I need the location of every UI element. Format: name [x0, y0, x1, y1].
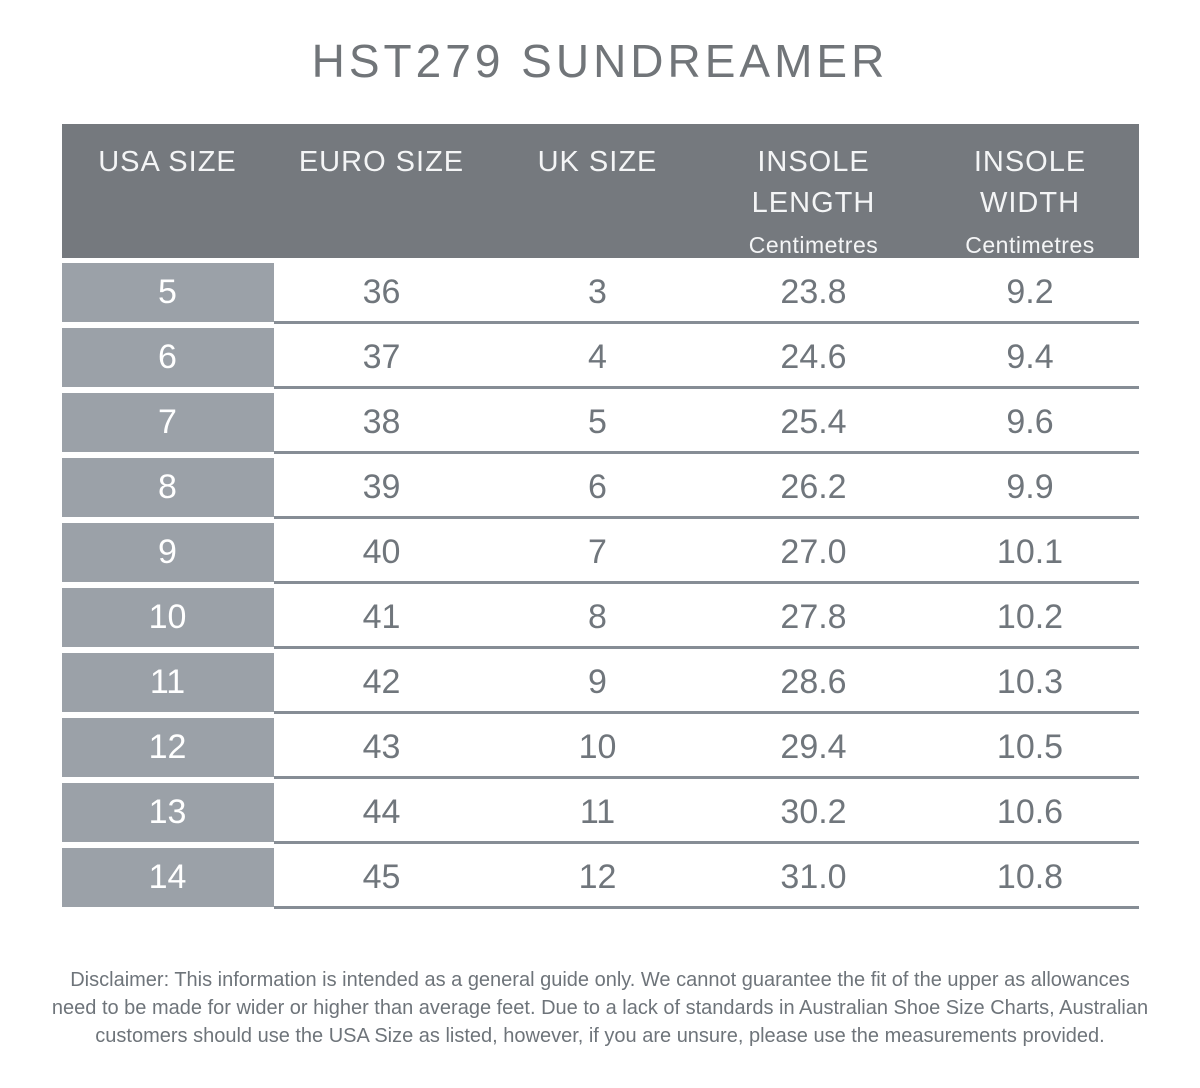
cell-euro-size: 44 [362, 793, 401, 831]
cell-insole-length: 25.4 [780, 403, 847, 441]
cell-insole-length: 23.8 [780, 273, 847, 311]
cell-euro-size: 45 [362, 858, 401, 896]
cell-insole-width: 9.6 [1006, 403, 1054, 441]
disclaimer [0, 966, 1200, 1050]
cell-euro-size: 42 [362, 663, 401, 701]
cell-uk-size: 3 [588, 273, 607, 311]
cell-usa-size: 9 [62, 523, 274, 582]
cell-insole-width: 10.3 [996, 663, 1064, 701]
header-label: USA SIZE [98, 146, 237, 178]
cell-insole-length: 26.2 [780, 468, 847, 506]
table-row [62, 520, 1139, 585]
cell-insole-length: 31.0 [780, 858, 847, 896]
table-row [62, 455, 1139, 520]
header-euro-size [274, 124, 490, 260]
cell-insole-width: 10.8 [996, 858, 1064, 896]
header-label-line2: LENGTH [751, 187, 876, 219]
table-row [62, 780, 1139, 845]
header-label: INSOLE [757, 146, 870, 178]
header-insole-width [922, 124, 1139, 260]
cell-uk-size: 10 [578, 728, 617, 766]
cell-usa-size: 14 [62, 848, 274, 907]
cell-euro-size: 40 [362, 533, 401, 571]
cell-uk-size: 6 [588, 468, 607, 506]
cell-usa-size: 5 [62, 263, 274, 322]
cell-usa-size: 6 [62, 328, 274, 387]
cell-uk-size: 7 [588, 533, 607, 571]
size-table-header [62, 124, 1139, 258]
cell-euro-size: 38 [362, 403, 401, 441]
table-row [62, 390, 1139, 455]
cell-insole-width: 9.2 [1006, 273, 1054, 311]
header-uk-size [490, 124, 706, 260]
size-table [62, 124, 1139, 910]
cell-euro-size: 43 [362, 728, 401, 766]
cell-insole-width: 10.6 [996, 793, 1064, 831]
cell-euro-size: 36 [362, 273, 401, 311]
cell-euro-size: 39 [362, 468, 401, 506]
centimetres-label: Centimetres [748, 232, 879, 258]
cell-usa-size: 13 [62, 783, 274, 842]
header-insole-length [706, 124, 922, 260]
page-title: HST279 SUNDREAMER [311, 35, 889, 87]
cell-insole-length: 29.4 [780, 728, 847, 766]
table-row [62, 325, 1139, 390]
cell-usa-size: 12 [62, 718, 274, 777]
cell-insole-width: 9.4 [1006, 338, 1054, 376]
cell-insole-width: 10.1 [996, 533, 1064, 571]
header-label: INSOLE [973, 146, 1087, 178]
table-row [62, 715, 1139, 780]
cell-insole-width: 10.2 [996, 598, 1064, 636]
centimetres-label: Centimetres [965, 232, 1095, 258]
cell-insole-width: 9.9 [1006, 468, 1054, 506]
header-label-line2: WIDTH [979, 187, 1081, 219]
cell-uk-size: 8 [588, 598, 607, 636]
size-table-body [62, 260, 1139, 910]
cell-uk-size: 4 [588, 338, 607, 376]
cell-euro-size: 37 [362, 338, 401, 376]
cell-uk-size: 11 [579, 793, 616, 831]
cell-insole-length: 24.6 [780, 338, 847, 376]
cell-usa-size: 11 [62, 653, 274, 712]
cell-insole-length: 28.6 [780, 663, 847, 701]
cell-usa-size: 7 [62, 393, 274, 452]
cell-uk-size: 12 [578, 858, 617, 896]
cell-insole-length: 30.2 [780, 793, 847, 831]
table-row [62, 585, 1139, 650]
header-label: EURO SIZE [298, 146, 465, 178]
cell-insole-width: 10.5 [996, 728, 1064, 766]
disclaimer-line: customers should use the USA Size as listed, however, if you are unsure, please use the measurements provided. [95, 1025, 1105, 1047]
cell-uk-size: 9 [588, 663, 607, 701]
cell-insole-length: 27.8 [780, 598, 847, 636]
cell-uk-size: 5 [588, 403, 607, 441]
cell-euro-size: 41 [362, 598, 401, 636]
table-row [62, 260, 1139, 325]
cell-insole-length: 27.0 [780, 533, 847, 571]
disclaimer-line: need to be made for wider or higher than average feet. Due to a lack of standards in Australian Shoe Size Charts, Australian [51, 997, 1149, 1019]
table-row [62, 650, 1139, 715]
cell-usa-size: 8 [62, 458, 274, 517]
header-label: UK SIZE [537, 146, 658, 178]
table-row [62, 845, 1139, 910]
cell-usa-size: 10 [62, 588, 274, 647]
header-usa-size [62, 124, 274, 260]
disclaimer-line: Disclaimer: This information is intended as a general guide only. We cannot guarantee the fit of the upper as allowances [70, 969, 1130, 991]
